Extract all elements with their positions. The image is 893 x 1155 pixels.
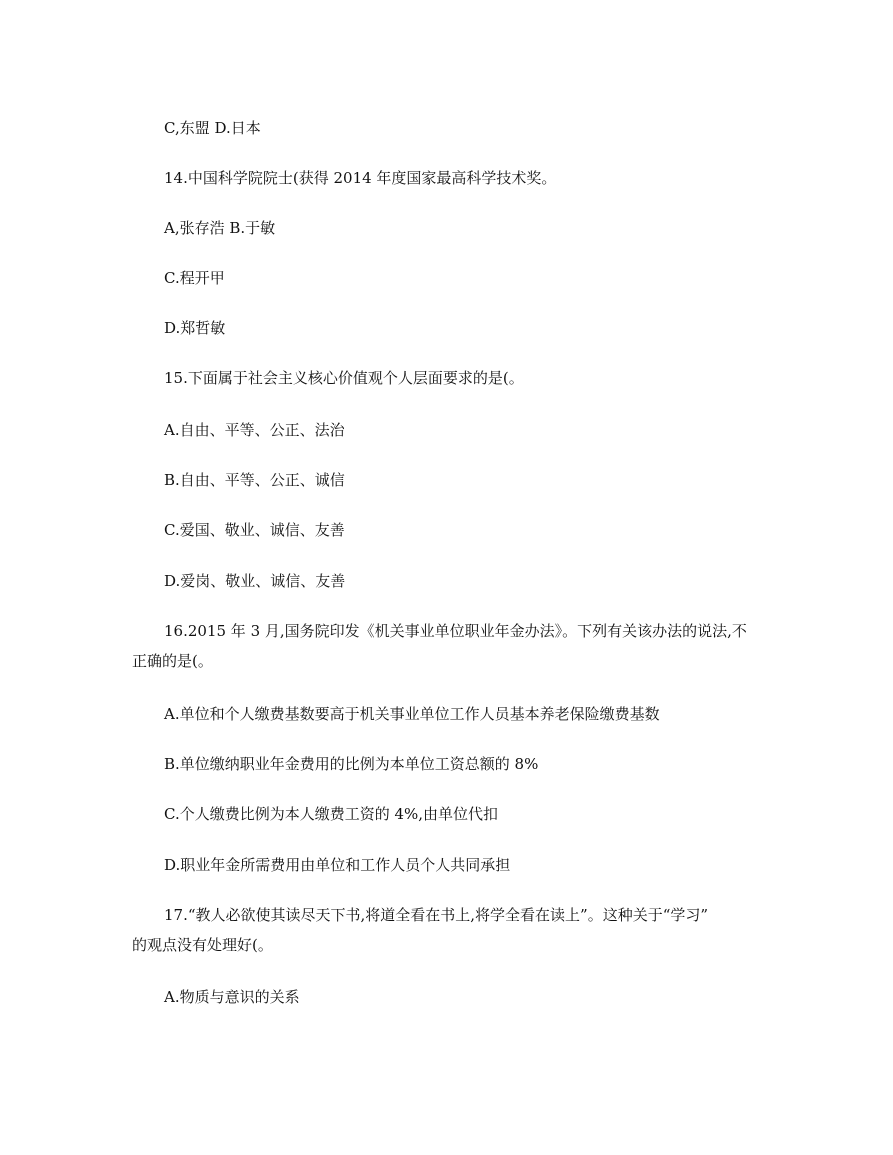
option-q16-c: C.个人缴费比例为本人缴费工资的 4%,由单位代扣 xyxy=(164,805,499,823)
question-16: 16.2015 年 3 月,国务院印发《机关事业单位职业年金办法》。下列有关该办法的说法,不 xyxy=(164,622,747,640)
option-line-q14-ab: A,张存浩 B.于敏 xyxy=(164,219,276,237)
question-17-continued: 的观点没有处理好(。 xyxy=(132,936,273,954)
question-16-continued: 正确的是(。 xyxy=(132,652,213,670)
option-q17-a: A.物质与意识的关系 xyxy=(164,988,300,1006)
option-q14-c: C.程开甲 xyxy=(164,269,225,287)
option-q15-b: B.自由、平等、公正、诚信 xyxy=(164,471,345,489)
question-14: 14.中国科学院院士(获得 2014 年度国家最高科学技术奖。 xyxy=(164,169,557,187)
question-17: 17.“教人必欲使其读尽天下书,将道全看在书上,将学全看在读上”。这种关于“学习” xyxy=(164,906,709,924)
question-15: 15.下面属于社会主义核心价值观个人层面要求的是(。 xyxy=(164,369,524,387)
option-q16-b: B.单位缴纳职业年金费用的比例为本单位工资总额的 8% xyxy=(164,755,539,773)
option-line-q13-cd: C,东盟 D.日本 xyxy=(164,119,261,137)
option-q16-a: A.单位和个人缴费基数要高于机关事业单位工作人员基本养老保险缴费基数 xyxy=(164,705,660,723)
option-q15-a: A.自由、平等、公正、法治 xyxy=(164,421,345,439)
option-q16-d: D.职业年金所需费用由单位和工作人员个人共同承担 xyxy=(164,856,511,874)
option-q15-d: D.爱岗、敬业、诚信、友善 xyxy=(164,572,346,590)
option-q15-c: C.爱国、敬业、诚信、友善 xyxy=(164,521,345,539)
option-q14-d: D.郑哲敏 xyxy=(164,319,226,337)
